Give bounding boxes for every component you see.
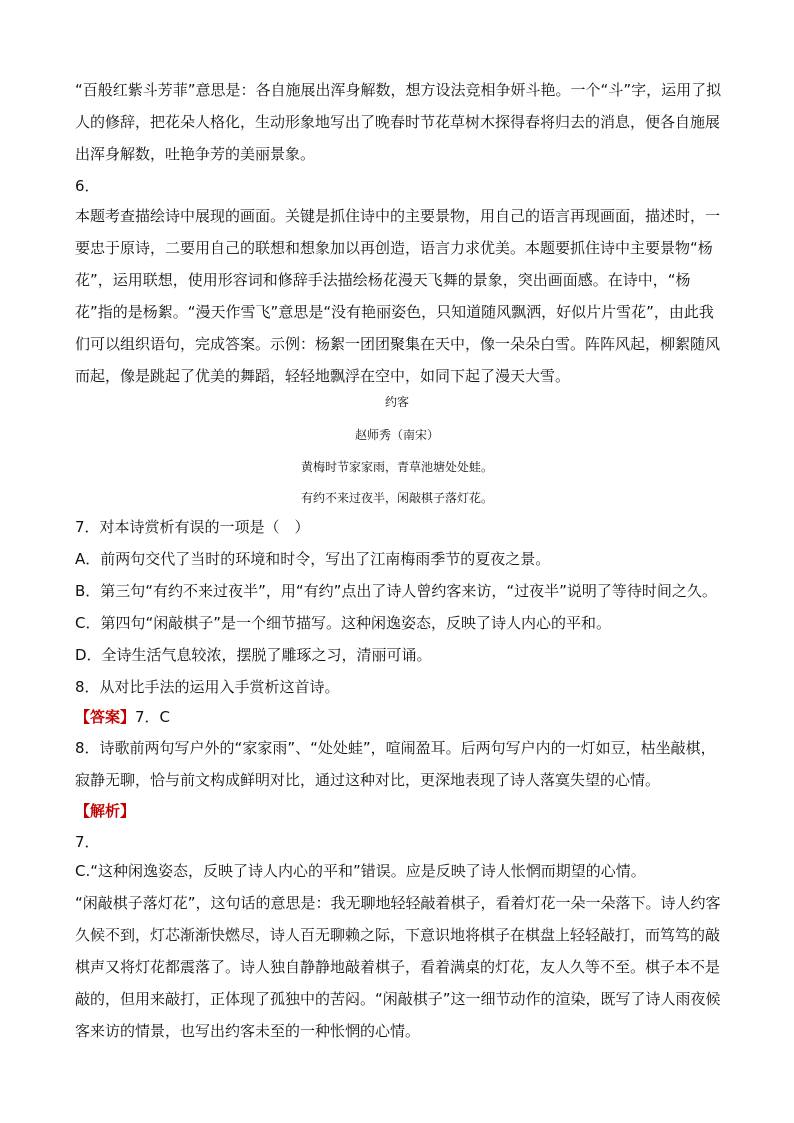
- section6-number: 6．: [75, 177, 100, 195]
- analysis-number: 7．: [75, 833, 100, 851]
- option-a: A．前两句交代了当时的环境和时令，写出了江南梅雨季节的夏夜之景。: [75, 550, 551, 568]
- poem-title: 约客: [384, 395, 409, 409]
- poem-line-2: 有约不来过夜半，闲敲棋子落灯花。: [300, 491, 493, 505]
- analysis-paragraph-2: “闲敲棋子落灯花”，这句话的意思是：我无聊地轻轻敲着棋子，看着灯花一朵一朵落下。诗人约客久候不到，灯芯渐渐快燃尽，诗人百无聊赖之际，下意识地将棋子在棋盘上轻轻敲打，而笃笃的敲棋声又将灯花都震落了。诗人独自静静地敲着棋子，看着满桌的灯花，友人久等不至。棋子本不是敲的，但用来敲打，正体现了孤独中的苦闷。“闲敲棋子”这一细节动作的渲染，既写了诗人雨夜候客来访的情景，也写出约客未至的一种怅惘的心情。: [75, 894, 721, 1040]
- analysis-row: [75, 797, 135, 825]
- answer-row: [75, 703, 170, 731]
- section5-paragraph: “百般红紫斗芳菲”意思是：各自施展出浑身解数，想方设法竞相争妍斗艳。一个“斗”字，运用了拟人的修辞，把花朵人格化，生动形象地写出了晚春时节花草树木探得春将归去的消息，便各自施展出浑身解数，吐艳争芳的美丽景象。: [75, 81, 722, 163]
- answer-q7: 7．C: [135, 708, 171, 726]
- poem-author: 赵师秀（南宋）: [354, 428, 439, 442]
- question-8: 8．从对比手法的运用入手赏析这首诗。: [75, 678, 340, 696]
- option-c: C．第四句“闲敲棋子”是一个细节描写。这种闲逸姿态，反映了诗人内心的平和。: [75, 614, 612, 632]
- poem-line-1: 黄梅时节家家雨，青草池塘处处蛙。: [300, 460, 493, 474]
- answer-label: 【答案】: [75, 708, 136, 726]
- analysis-label: 【解析】: [75, 802, 136, 820]
- analysis-paragraph-1: C.“这种闲逸姿态，反映了诗人内心的平和”错误。应是反映了诗人怅惘而期望的心情。: [75, 862, 646, 880]
- question-7: 7．对本诗赏析有误的一项是（ ）: [75, 518, 310, 536]
- option-b: B．第三句“有约不来过夜半”，用“有约”点出了诗人曾约客来访，“过夜半”说明了等待时间之久。: [75, 582, 717, 600]
- option-d: D．全诗生活气息较浓，摆脱了雕琢之习，清丽可诵。: [75, 646, 432, 664]
- section6-paragraph: 本题考查描绘诗中展现的画面。关键是抓住诗中的主要景物，用自己的语言再现画面，描述时，一要忠于原诗，二要用自己的联想和想象加以再创造，语言力求优美。本题要抓住诗中主要景物“杨花”，运用联想，使用形容词和修辞手法描绘杨花漫天飞舞的景象，突出画面感。在诗中，“杨花”指的是杨絮。“漫天作雪飞”意思是“没有艳丽姿色，只知道随风飘洒，好似片片雪花”，由此我们可以组织语句，完成答案。示例：杨絮一团团聚集在天中，像一朵朵白雪。阵阵风起，柳絮随风而起，像是跳起了优美的舞蹈，轻轻地飘浮在空中，如同下起了漫天大雪。: [75, 207, 721, 385]
- answer-q8: 8．诗歌前两句写户外的“家家雨”、“处处蛙”，喧闹盈耳。后两句写户内的一灯如豆，枯坐敲棋，寂静无聊，恰与前文构成鲜明对比，通过这种对比，更深地表现了诗人落寞失望的心情。: [75, 739, 716, 789]
